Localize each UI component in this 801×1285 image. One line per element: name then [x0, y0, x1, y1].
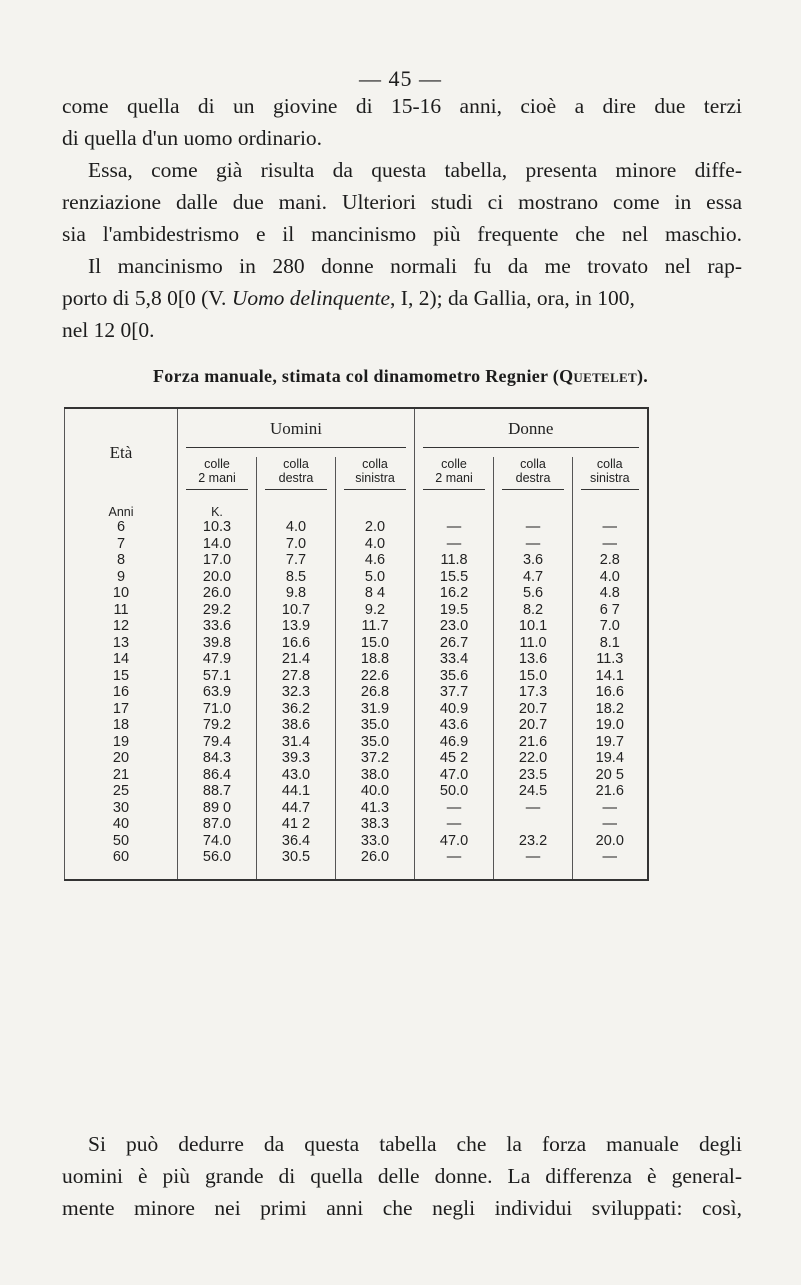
- value-cell: 5.6: [494, 585, 573, 602]
- age-cell: 20: [65, 750, 178, 767]
- value-cell: 86.4: [178, 767, 257, 784]
- column-header: [178, 457, 257, 497]
- value-cell: —: [573, 849, 648, 880]
- value-cell: —: [573, 800, 648, 817]
- value-cell: 47.0: [415, 767, 494, 784]
- table-row: [65, 767, 648, 784]
- value-cell: 11.0: [494, 635, 573, 652]
- value-cell: 39.8: [178, 635, 257, 652]
- text-line: di quella d'un uomo ordinario.: [62, 126, 323, 150]
- age-cell: 14: [65, 651, 178, 668]
- column-header-line: 2 mani: [435, 471, 473, 485]
- value-cell: 10.1: [494, 618, 573, 635]
- value-cell: —: [415, 849, 494, 880]
- value-cell: 41.3: [336, 800, 415, 817]
- value-cell: 23.0: [415, 618, 494, 635]
- table-row: [65, 635, 648, 652]
- column-header-line: colle: [441, 457, 467, 471]
- age-cell: 50: [65, 833, 178, 850]
- caption-author: Quetelet: [559, 366, 637, 386]
- value-cell: 22.0: [494, 750, 573, 767]
- age-cell: 10: [65, 585, 178, 602]
- value-cell: 31.9: [336, 701, 415, 718]
- value-cell: 36.2: [257, 701, 336, 718]
- value-cell: —: [415, 519, 494, 536]
- value-cell: 43.6: [415, 717, 494, 734]
- women-group-header: [415, 408, 648, 457]
- age-cell: 16: [65, 684, 178, 701]
- text-fragment: , I, 2); da Gallia, ora, in 100,: [390, 286, 635, 310]
- value-cell: 41 2: [257, 816, 336, 833]
- age-cell: 17: [65, 701, 178, 718]
- age-cell: 11: [65, 602, 178, 619]
- value-cell: 16.2: [415, 585, 494, 602]
- text-line: Si può dedurre da questa tabella che la forza manuale degli: [88, 1132, 742, 1156]
- value-cell: 16.6: [257, 635, 336, 652]
- value-cell: 35.6: [415, 668, 494, 685]
- table-row: [65, 602, 648, 619]
- value-cell: 79.2: [178, 717, 257, 734]
- age-cell: 8: [65, 552, 178, 569]
- value-cell: 20.0: [178, 569, 257, 586]
- value-cell: [494, 816, 573, 833]
- value-cell: 89 0: [178, 800, 257, 817]
- value-cell: 38.0: [336, 767, 415, 784]
- value-cell: 14.1: [573, 668, 648, 685]
- value-cell: 27.8: [257, 668, 336, 685]
- table-caption: [0, 366, 801, 387]
- value-cell: —: [494, 849, 573, 880]
- age-cell: 6: [65, 519, 178, 536]
- value-cell: 7.0: [573, 618, 648, 635]
- value-cell: —: [494, 519, 573, 536]
- value-cell: —: [573, 536, 648, 553]
- value-cell: 20.0: [573, 833, 648, 850]
- text-line: sia l'ambidestrismo e il mancinismo più frequente che nel maschio.: [62, 222, 742, 246]
- text-line: renziazione dalle due mani. Ulteriori studi ci mostrano come in essa: [62, 190, 742, 214]
- value-cell: 26.0: [336, 849, 415, 880]
- value-cell: 11.8: [415, 552, 494, 569]
- table-row: [65, 849, 648, 880]
- value-cell: 21.6: [573, 783, 648, 800]
- table-row: [65, 734, 648, 751]
- value-cell: 9.2: [336, 602, 415, 619]
- value-cell: 39.3: [257, 750, 336, 767]
- value-cell: 18.2: [573, 701, 648, 718]
- value-cell: 45 2: [415, 750, 494, 767]
- table-row: [65, 618, 648, 635]
- age-cell: 7: [65, 536, 178, 553]
- value-cell: 20.7: [494, 701, 573, 718]
- value-cell: 50.0: [415, 783, 494, 800]
- closing-paragraph: [62, 1128, 742, 1224]
- table-row: [65, 519, 648, 536]
- value-cell: 71.0: [178, 701, 257, 718]
- table-row: [65, 552, 648, 569]
- value-cell: 15.5: [415, 569, 494, 586]
- value-cell: 4.7: [494, 569, 573, 586]
- value-cell: 31.4: [257, 734, 336, 751]
- value-cell: 40.0: [336, 783, 415, 800]
- value-cell: 44.7: [257, 800, 336, 817]
- women-label: Donne: [508, 418, 554, 438]
- column-header-line: colla: [283, 457, 309, 471]
- value-cell: 74.0: [178, 833, 257, 850]
- value-cell: 35.0: [336, 717, 415, 734]
- dynamometer-table: [64, 407, 649, 881]
- table-row: [65, 783, 648, 800]
- column-header: [257, 457, 336, 497]
- value-cell: 57.1: [178, 668, 257, 685]
- value-cell: 37.2: [336, 750, 415, 767]
- value-cell: 30.5: [257, 849, 336, 880]
- value-cell: 47.0: [415, 833, 494, 850]
- value-cell: 19.4: [573, 750, 648, 767]
- column-header-line: sinistra: [589, 471, 630, 485]
- value-cell: 20 5: [573, 767, 648, 784]
- value-cell: 26.8: [336, 684, 415, 701]
- value-cell: 33.6: [178, 618, 257, 635]
- value-cell: 11.7: [336, 618, 415, 635]
- value-cell: 15.0: [494, 668, 573, 685]
- age-cell: 18: [65, 717, 178, 734]
- text-line: Il mancinismo in 280 donne normali fu da me trovato nel rap-: [88, 254, 742, 278]
- value-cell: 63.9: [178, 684, 257, 701]
- column-header: [336, 457, 415, 497]
- column-header-line: sinistra: [355, 471, 395, 485]
- value-cell: 23.5: [494, 767, 573, 784]
- value-cell: 35.0: [336, 734, 415, 751]
- table-row: [65, 816, 648, 833]
- table-row: [65, 750, 648, 767]
- value-cell: 19.0: [573, 717, 648, 734]
- table-row: [65, 668, 648, 685]
- value-cell: 26.7: [415, 635, 494, 652]
- intro-paragraph: [62, 90, 742, 346]
- value-cell: 22.6: [336, 668, 415, 685]
- text-line: [62, 282, 742, 314]
- value-cell: 4.6: [336, 552, 415, 569]
- value-cell: 36.4: [257, 833, 336, 850]
- value-cell: 33.0: [336, 833, 415, 850]
- column-header-line: 2 mani: [198, 471, 236, 485]
- value-cell: —: [494, 536, 573, 553]
- text-line: come quella di un giovine di 15-16 anni, cioè a dire due terzi: [62, 94, 742, 118]
- value-cell: 4.0: [257, 519, 336, 536]
- value-cell: 8.2: [494, 602, 573, 619]
- value-cell: 19.7: [573, 734, 648, 751]
- value-cell: 13.9: [257, 618, 336, 635]
- value-cell: 4.8: [573, 585, 648, 602]
- value-cell: —: [415, 816, 494, 833]
- value-cell: 23.2: [494, 833, 573, 850]
- value-cell: 20.7: [494, 717, 573, 734]
- caption-close: ).: [636, 366, 649, 386]
- unit-years: Anni: [65, 497, 178, 519]
- unit-kg: K.: [178, 497, 257, 519]
- value-cell: 88.7: [178, 783, 257, 800]
- value-cell: 19.5: [415, 602, 494, 619]
- column-header: [494, 457, 573, 497]
- table-row: [65, 833, 648, 850]
- value-cell: —: [415, 800, 494, 817]
- value-cell: 38.6: [257, 717, 336, 734]
- value-cell: 21.4: [257, 651, 336, 668]
- age-cell: 15: [65, 668, 178, 685]
- value-cell: 8.5: [257, 569, 336, 586]
- age-cell: 25: [65, 783, 178, 800]
- value-cell: 56.0: [178, 849, 257, 880]
- value-cell: 44.1: [257, 783, 336, 800]
- age-header: Età: [65, 408, 178, 497]
- value-cell: 14.0: [178, 536, 257, 553]
- value-cell: 7.7: [257, 552, 336, 569]
- value-cell: 32.3: [257, 684, 336, 701]
- page-number: — 45 —: [359, 66, 442, 91]
- value-cell: —: [415, 536, 494, 553]
- value-cell: 8 4: [336, 585, 415, 602]
- age-cell: 60: [65, 849, 178, 880]
- caption-text: Forza manuale, stimata col dinamometro Regnier (: [152, 366, 560, 386]
- age-cell: 30: [65, 800, 178, 817]
- book-title: Uomo delinquente: [231, 286, 391, 310]
- value-cell: 4.0: [336, 536, 415, 553]
- value-cell: 4.0: [573, 569, 648, 586]
- text-line: mente minore nei primi anni che negli individui sviluppati: così,: [62, 1196, 742, 1220]
- age-cell: 40: [65, 816, 178, 833]
- text-line: nel 12 0[0.: [62, 318, 155, 342]
- men-label: Uomini: [270, 418, 322, 438]
- table-row: [65, 536, 648, 553]
- column-header-line: colla: [596, 457, 623, 471]
- table-row: [65, 585, 648, 602]
- men-group-header: [178, 408, 415, 457]
- value-cell: —: [494, 800, 573, 817]
- column-header: [573, 457, 648, 497]
- value-cell: 24.5: [494, 783, 573, 800]
- value-cell: 17.3: [494, 684, 573, 701]
- column-header-line: colla: [362, 457, 388, 471]
- age-cell: 19: [65, 734, 178, 751]
- value-cell: 10.3: [178, 519, 257, 536]
- table-row: [65, 717, 648, 734]
- column-header-line: destra: [515, 471, 551, 485]
- value-cell: 6 7: [573, 602, 648, 619]
- column-header-line: colle: [204, 457, 230, 471]
- value-cell: 79.4: [178, 734, 257, 751]
- column-header-line: destra: [278, 471, 314, 485]
- value-cell: 37.7: [415, 684, 494, 701]
- value-cell: 15.0: [336, 635, 415, 652]
- text-fragment: porto di 5,8 0[0 (V.: [62, 286, 232, 310]
- value-cell: 47.9: [178, 651, 257, 668]
- value-cell: 10.7: [257, 602, 336, 619]
- value-cell: 43.0: [257, 767, 336, 784]
- age-cell: 9: [65, 569, 178, 586]
- value-cell: 5.0: [336, 569, 415, 586]
- value-cell: 13.6: [494, 651, 573, 668]
- text-line: uomini è più grande di quella delle donne. La differenza è general-: [62, 1164, 742, 1188]
- age-cell: 13: [65, 635, 178, 652]
- value-cell: 87.0: [178, 816, 257, 833]
- table-row: [65, 800, 648, 817]
- value-cell: 84.3: [178, 750, 257, 767]
- text-line: Essa, come già risulta da questa tabella, presenta minore diffe-: [88, 158, 742, 182]
- value-cell: 33.4: [415, 651, 494, 668]
- table-row: [65, 651, 648, 668]
- table-row: [65, 701, 648, 718]
- value-cell: 21.6: [494, 734, 573, 751]
- value-cell: 16.6: [573, 684, 648, 701]
- value-cell: 11.3: [573, 651, 648, 668]
- age-cell: 21: [65, 767, 178, 784]
- value-cell: 2.8: [573, 552, 648, 569]
- age-cell: 12: [65, 618, 178, 635]
- column-header: [415, 457, 494, 497]
- value-cell: —: [573, 816, 648, 833]
- value-cell: 26.0: [178, 585, 257, 602]
- value-cell: 17.0: [178, 552, 257, 569]
- value-cell: 7.0: [257, 536, 336, 553]
- value-cell: —: [573, 519, 648, 536]
- value-cell: 38.3: [336, 816, 415, 833]
- value-cell: 9.8: [257, 585, 336, 602]
- table-row: [65, 569, 648, 586]
- value-cell: 8.1: [573, 635, 648, 652]
- value-cell: 3.6: [494, 552, 573, 569]
- column-header-line: colla: [520, 457, 546, 471]
- table-row: [65, 684, 648, 701]
- value-cell: 2.0: [336, 519, 415, 536]
- value-cell: 46.9: [415, 734, 494, 751]
- value-cell: 18.8: [336, 651, 415, 668]
- value-cell: 29.2: [178, 602, 257, 619]
- value-cell: 40.9: [415, 701, 494, 718]
